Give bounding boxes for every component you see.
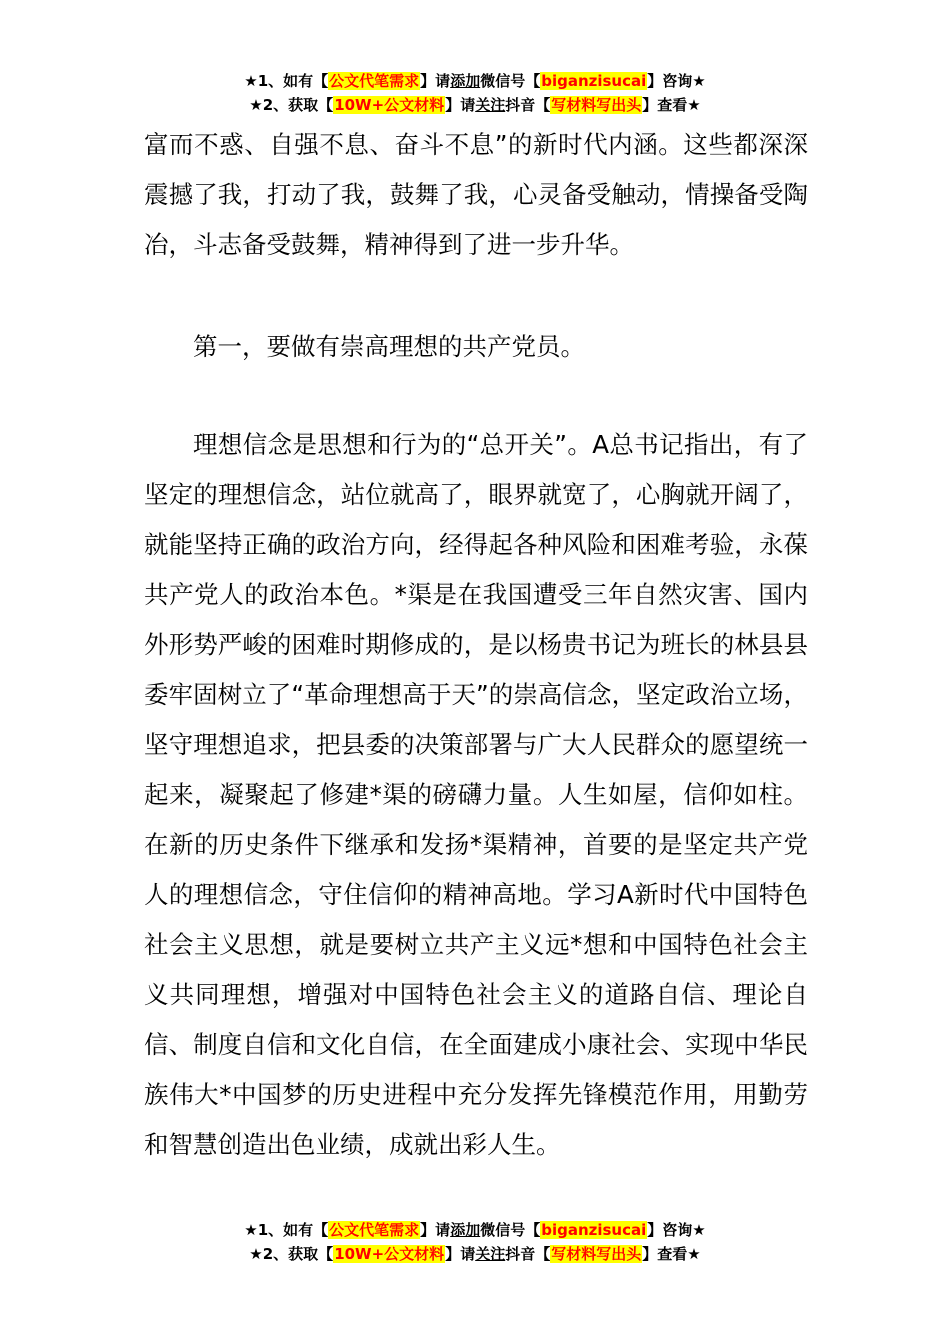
footer-banner [0,1218,950,1266]
banner-line-2: ★2、获取【10W+公文材料】请关注抖音【写材料写出头】查看★ [249,96,701,114]
paragraph-continuation: 富而不惑、自强不息、奋斗不息”的新时代内涵。这些都深深震撼了我，打动了我，鼓舞了我，心灵备受触动，情操备受陶冶，斗志备受鼓舞，精神得到了进一步升华。 [144,130,808,259]
banner-line-2: ★2、获取【10W+公文材料】请关注抖音【写材料写出头】查看★ [249,1245,701,1263]
highlight-wechat-id: biganzisucai [541,1221,647,1239]
highlight-douyin: 写材料写出头 [551,96,642,114]
header-banner [0,69,950,117]
highlight-materials: 10W+公文材料 [334,1245,445,1263]
highlight-service: 公文代笔需求 [329,1221,420,1239]
highlight-douyin: 写材料写出头 [551,1245,642,1263]
section-heading: 第一，要做有崇高理想的共产党员。 [193,332,585,361]
highlight-wechat-id: biganzisucai [541,72,647,90]
paragraph-ideals: 理想信念是思想和行为的“总开关”。A总书记指出，有了坚定的理想信念，站位就高了，眼界就宽了，心胸就开阔了，就能坚持正确的政治方向，经得起各种风险和困难考验，永葆共产党人的政治本色。*渠是在我国遭受三年自然灾害、国内外形势严峻的困难时期修成的，是以杨贵书记为班长的林县县委牢固树立了“革命理想高于天”的崇高信念，坚定政治立场，坚守理想追求，把县委的决策部署与广大人民群众的愿望统一起来，凝聚起了修建*渠的磅礴力量。人生如屋，信仰如柱。在新的历史条件下继承和发扬*渠精神，首要的是坚定共产党人的理想信念，守住信仰的精神高地。学习A新时代中国特色社会主义思想，就是要树立共产主义远*想和中国特色社会主义共同理想，增强对中国特色社会主义的道路自信、理论自信、制度自信和文化自信，在全面建成小康社会、实现中华民族伟大*中国梦的历史进程中充分发挥先锋模范作用，用勤劳和智慧创造出色业绩，成就出彩人生。 [144,430,808,1159]
banner-line-1: ★1、如有【公文代笔需求】请添加微信号【biganzisucai】咨询★ [244,1221,706,1239]
banner-line-1: ★1、如有【公文代笔需求】请添加微信号【biganzisucai】咨询★ [244,72,706,90]
highlight-materials: 10W+公文材料 [334,96,445,114]
highlight-service: 公文代笔需求 [329,72,420,90]
